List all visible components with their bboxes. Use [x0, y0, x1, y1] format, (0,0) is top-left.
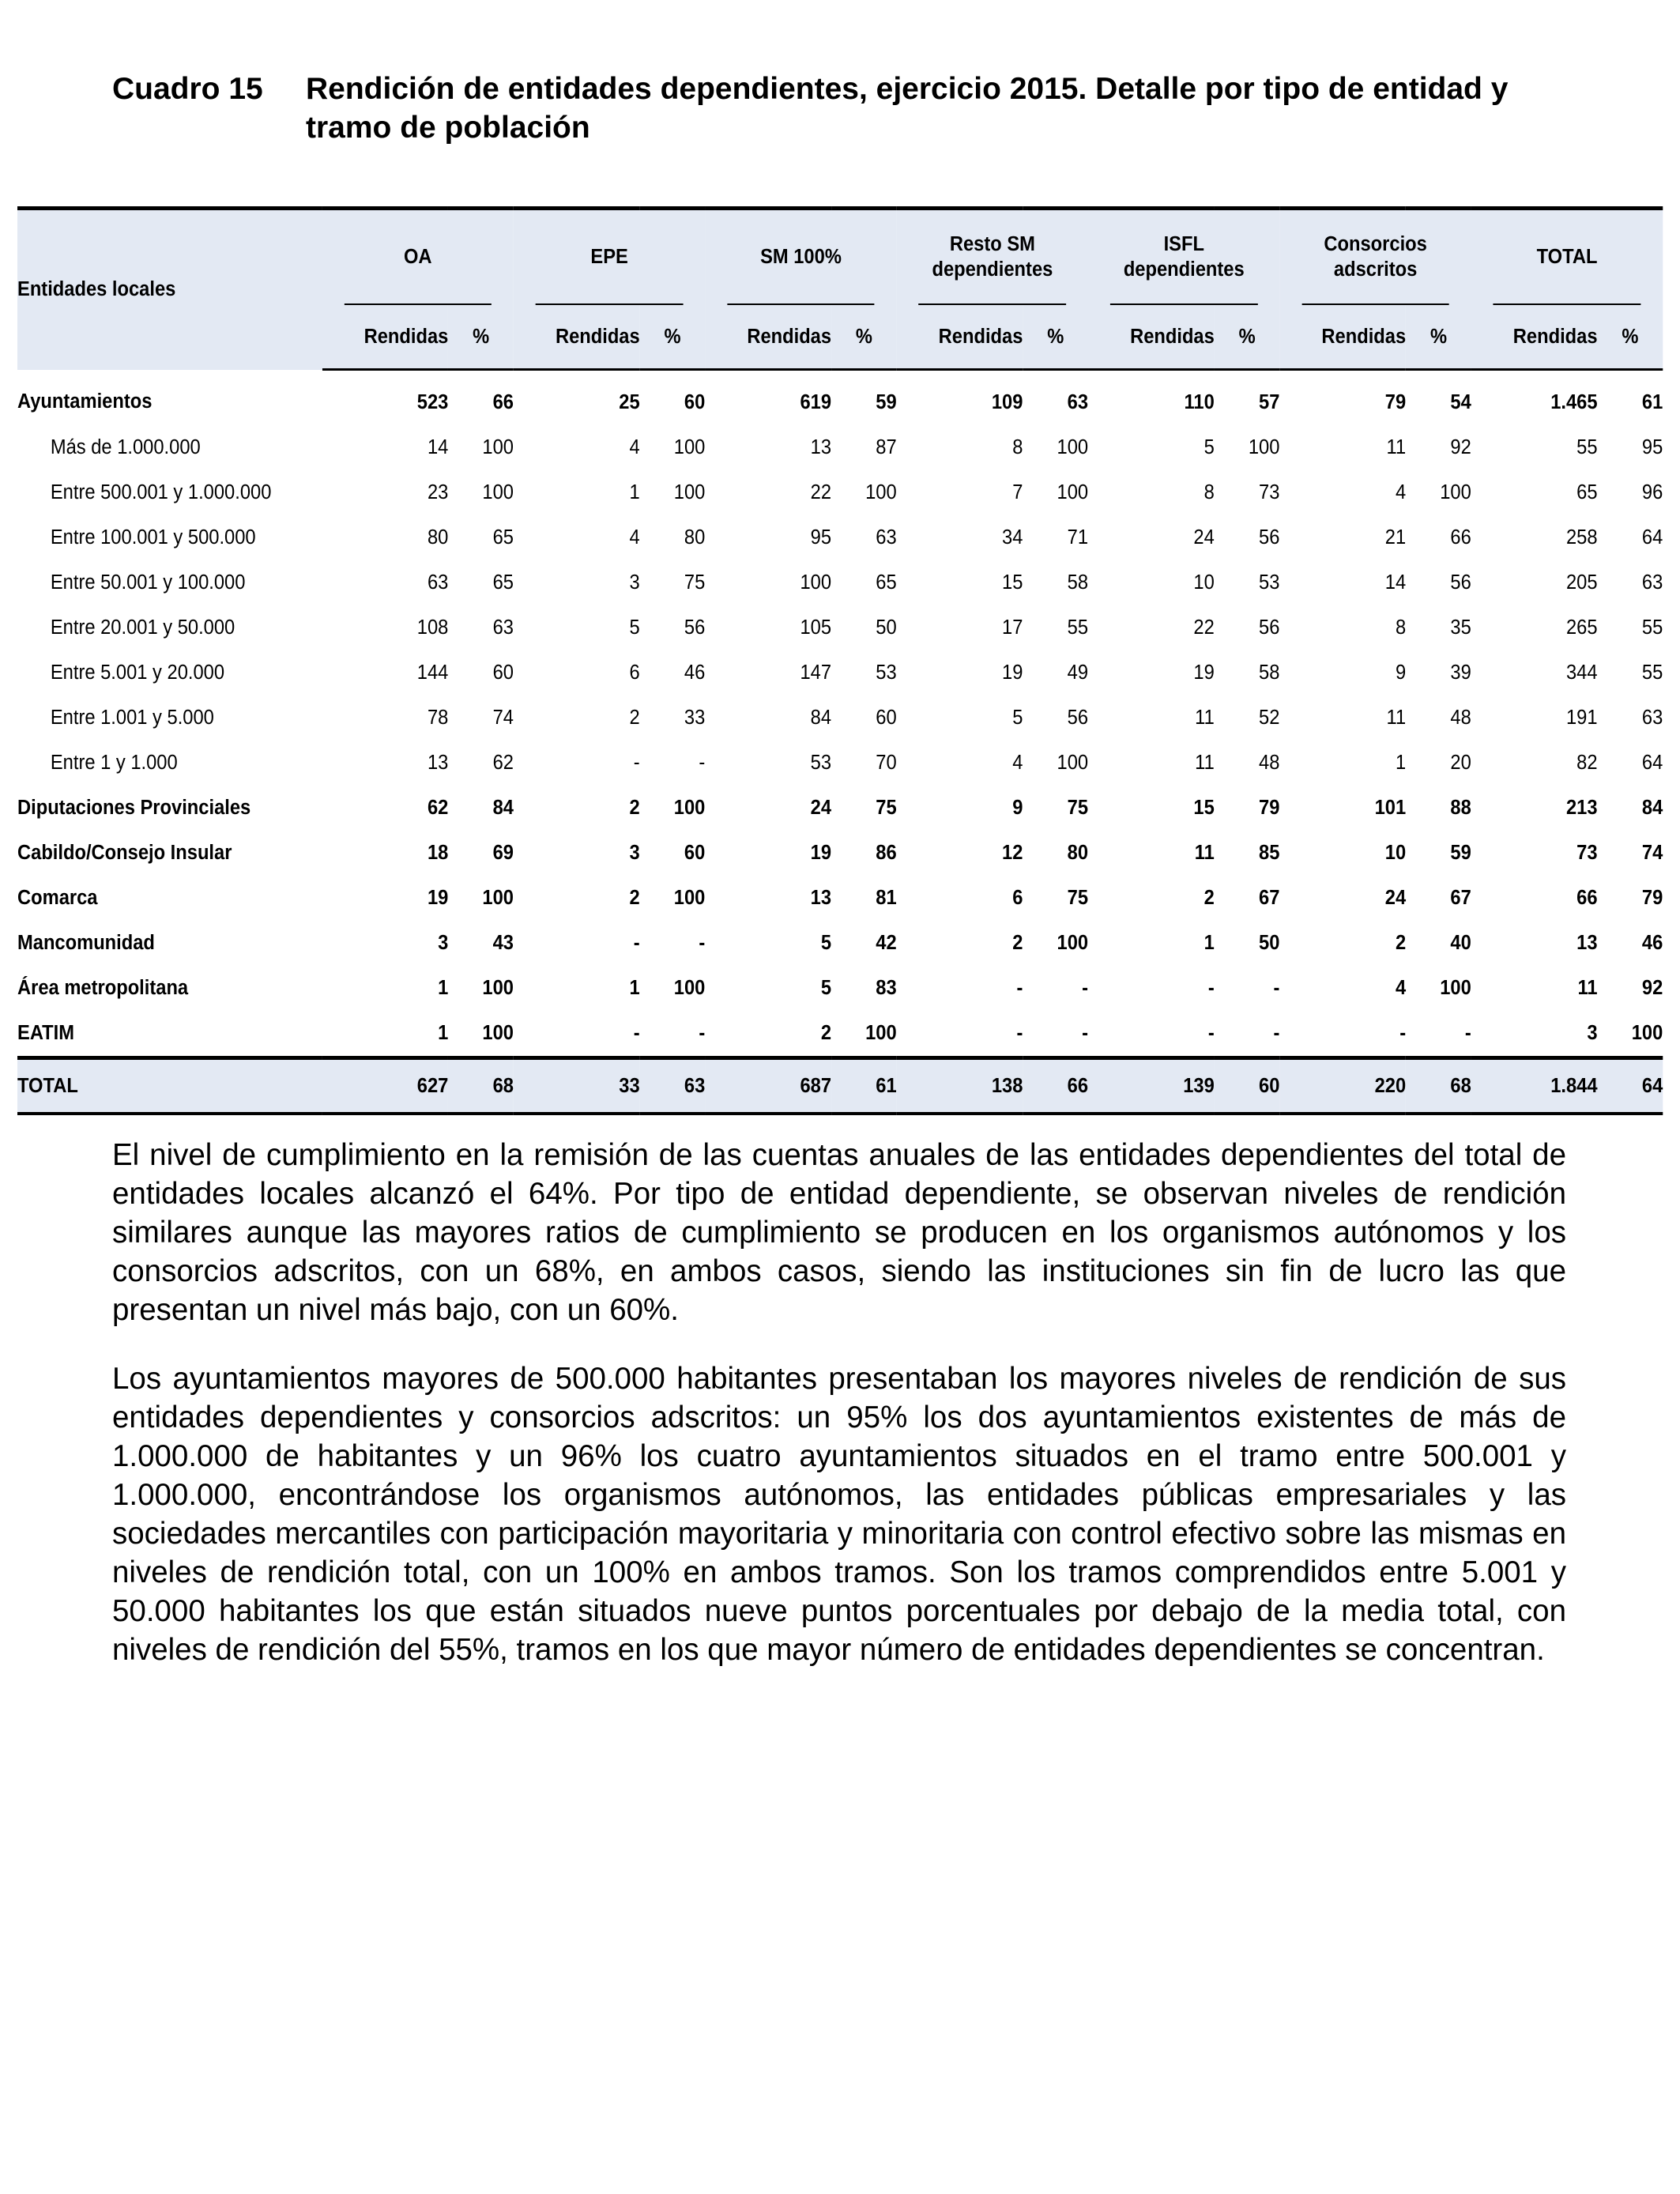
cell-rendidas: 7: [1012, 481, 1023, 503]
group-header: [1279, 209, 1471, 306]
cell-rendidas: 11: [1386, 436, 1407, 458]
table-row: [17, 921, 1663, 966]
group-header: [1088, 209, 1279, 306]
cell-rendidas: 2: [820, 1022, 832, 1044]
cell-percent: 59: [876, 391, 897, 413]
subheader-percent: %: [1406, 305, 1471, 370]
cell-percent: 64: [1641, 526, 1663, 548]
total-rendidas: 138: [897, 1058, 1023, 1114]
total-percent: 60: [1215, 1058, 1280, 1114]
cell-percent: 81: [876, 887, 897, 909]
row-header: Entidades locales: [17, 209, 322, 370]
cell-percent: 63: [492, 616, 514, 639]
total-rendidas: 139: [1088, 1058, 1215, 1114]
cell-percent: 100: [1248, 436, 1280, 458]
caption-number: Cuadro 15: [112, 72, 263, 106]
cell-rendidas: 11: [1386, 707, 1407, 729]
cell-percent: 95: [1641, 436, 1663, 458]
cell-percent: 87: [876, 436, 897, 458]
cell-percent: 55: [1641, 662, 1663, 684]
cell-percent: 84: [492, 797, 514, 819]
cell-percent: 67: [1259, 887, 1280, 909]
cell-rendidas: 191: [1565, 707, 1598, 729]
cell-percent: 86: [876, 842, 897, 864]
cell-rendidas: 6: [629, 662, 640, 684]
cell-percent: 33: [684, 707, 706, 729]
cell-percent: 80: [1067, 842, 1089, 864]
cell-rendidas: 11: [1194, 842, 1215, 864]
row-label: Área metropolitana: [17, 977, 189, 999]
cell-percent: 100: [673, 436, 706, 458]
cell-rendidas: 1: [1395, 752, 1407, 774]
cell-percent: 56: [1067, 707, 1089, 729]
cell-percent: 63: [1067, 391, 1089, 413]
total-rendidas: 33: [514, 1058, 640, 1114]
cell-rendidas: 101: [1374, 797, 1407, 819]
subheader-percent: %: [448, 305, 514, 370]
group-label: OA: [344, 210, 492, 305]
cell-rendidas: 105: [800, 616, 832, 639]
cell-rendidas: 8: [1203, 481, 1215, 503]
table-row: [17, 741, 1663, 786]
cell-rendidas: 523: [416, 391, 449, 413]
cell-percent: 70: [876, 752, 897, 774]
subheader-percent: %: [1023, 305, 1088, 370]
cell-rendidas: 213: [1565, 797, 1598, 819]
cell-percent: -: [1082, 1022, 1089, 1044]
cell-percent: 58: [1067, 571, 1089, 594]
cell-rendidas: 95: [810, 526, 832, 548]
cell-percent: 100: [1057, 932, 1089, 954]
group-label: TOTAL: [1494, 210, 1641, 305]
row-label: Entre 50.001 y 100.000: [50, 571, 246, 594]
table-caption: [112, 70, 1582, 147]
cell-percent: 49: [1067, 662, 1089, 684]
total-row: [17, 1058, 1663, 1114]
cell-rendidas: 1: [629, 481, 640, 503]
cell-rendidas: 2: [629, 707, 640, 729]
subheader-rendidas: Rendidas: [705, 305, 831, 370]
cell-percent: 79: [1641, 887, 1663, 909]
cell-rendidas: 100: [800, 571, 832, 594]
paragraph-2: Los ayuntamientos mayores de 500.000 habitantes presentaban los mayores niveles de rendición de sus entidades dependientes y consorcios adscritos: un 95% los dos ayuntamientos existentes de más de 1.000.000 de habitantes y un 96% los cuatro ayuntamientos situados en el tramo entre 500.001 y 1.000.000, encontrándose los organismos autónomos, las entidades públicas empresariales y las sociedades mercantiles con participación mayoritaria y minoritaria con control efectivo sobre las mismas en niveles de rendición total, con un 100% en ambos tramos. Son los tramos comprendidos entre 5.001 y 50.000 habitantes los que están situados nueve puntos porcentuales por debajo de la media total, con niveles de rendición del 55%, tramos en los que mayor número de entidades dependientes se concentran.: [112, 1362, 1566, 1667]
cell-rendidas: 14: [427, 436, 449, 458]
cell-rendidas: 8: [1395, 616, 1407, 639]
cell-rendidas: 23: [427, 481, 449, 503]
cell-percent: 100: [673, 977, 706, 999]
cell-rendidas: 65: [1576, 481, 1598, 503]
row-label: Cabildo/Consejo Insular: [17, 842, 232, 864]
cell-percent: 56: [684, 616, 706, 639]
cell-percent: 100: [673, 797, 706, 819]
cell-rendidas: 2: [629, 887, 640, 909]
total-percent: 68: [1406, 1058, 1471, 1114]
cell-percent: 53: [1259, 571, 1280, 594]
subheader-rendidas: Rendidas: [514, 305, 640, 370]
cell-percent: 100: [1440, 481, 1471, 503]
cell-percent: 100: [673, 481, 706, 503]
cell-rendidas: 9: [1395, 662, 1407, 684]
subheader-rendidas: Rendidas: [322, 305, 449, 370]
cell-rendidas: 4: [1395, 977, 1407, 999]
cell-percent: 83: [876, 977, 897, 999]
cell-rendidas: 4: [629, 436, 640, 458]
cell-rendidas: 13: [1576, 932, 1598, 954]
cell-percent: 75: [684, 571, 706, 594]
cell-rendidas: 53: [810, 752, 832, 774]
cell-rendidas: 80: [427, 526, 449, 548]
cell-percent: 96: [1641, 481, 1663, 503]
cell-rendidas: 24: [1384, 887, 1407, 909]
cell-percent: 60: [684, 391, 706, 413]
table-row: [17, 515, 1663, 560]
total-percent: 63: [640, 1058, 706, 1114]
cell-rendidas: 63: [427, 571, 449, 594]
cell-rendidas: -: [1399, 1022, 1407, 1044]
cell-percent: 100: [482, 887, 514, 909]
cell-percent: 50: [876, 616, 897, 639]
cell-percent: 69: [492, 842, 514, 864]
cell-percent: 100: [1631, 1022, 1663, 1044]
cell-percent: 75: [1067, 797, 1089, 819]
cell-percent: 65: [492, 526, 514, 548]
cell-rendidas: 5: [629, 616, 640, 639]
cell-rendidas: 34: [1002, 526, 1023, 548]
cell-percent: -: [1464, 1022, 1471, 1044]
cell-percent: 58: [1259, 662, 1280, 684]
cell-percent: 66: [1450, 526, 1471, 548]
cell-percent: 20: [1450, 752, 1471, 774]
cell-rendidas: 1: [438, 977, 449, 999]
cell-percent: 66: [492, 391, 514, 413]
cell-percent: 100: [865, 1022, 897, 1044]
row-label: Diputaciones Provinciales: [17, 797, 251, 819]
cell-rendidas: 1: [438, 1022, 449, 1044]
table-row: [17, 370, 1663, 426]
cell-percent: 39: [1450, 662, 1471, 684]
cell-rendidas: -: [633, 932, 640, 954]
row-label: Entre 1.001 y 5.000: [50, 707, 214, 729]
cell-percent: 80: [684, 526, 706, 548]
cell-percent: 60: [492, 662, 514, 684]
cell-rendidas: 13: [810, 887, 832, 909]
cell-percent: 53: [876, 662, 897, 684]
table-row: [17, 470, 1663, 515]
total-rendidas: 1.844: [1471, 1058, 1598, 1114]
cell-rendidas: 619: [800, 391, 832, 413]
cell-rendidas: 205: [1565, 571, 1598, 594]
cell-rendidas: 344: [1565, 662, 1598, 684]
cell-percent: 60: [876, 707, 897, 729]
table-row: [17, 786, 1663, 831]
total-rendidas: 687: [705, 1058, 831, 1114]
cell-percent: 100: [482, 977, 514, 999]
cell-percent: 46: [1641, 932, 1663, 954]
cell-rendidas: 4: [1012, 752, 1023, 774]
cell-percent: 79: [1259, 797, 1280, 819]
cell-percent: 74: [492, 707, 514, 729]
cell-percent: 71: [1067, 526, 1089, 548]
row-label: Ayuntamientos: [17, 390, 153, 413]
cell-percent: 100: [482, 1022, 514, 1044]
cell-percent: 67: [1450, 887, 1471, 909]
table-row: [17, 650, 1663, 696]
cell-percent: 65: [876, 571, 897, 594]
cell-percent: -: [699, 752, 706, 774]
cell-rendidas: 1: [1203, 932, 1215, 954]
group-label: Resto SM dependientes: [919, 210, 1067, 305]
cell-percent: 100: [1440, 977, 1471, 999]
cell-percent: -: [1273, 977, 1280, 999]
row-label: Entre 100.001 y 500.000: [50, 526, 256, 548]
group-label: ISFL dependientes: [1110, 210, 1258, 305]
subheader-percent: %: [831, 305, 897, 370]
row-label: Mancomunidad: [17, 932, 155, 954]
cell-rendidas: 21: [1384, 526, 1407, 548]
cell-percent: 73: [1259, 481, 1280, 503]
row-label: Entre 500.001 y 1.000.000: [50, 481, 272, 503]
row-label: Comarca: [17, 887, 98, 909]
cell-percent: 50: [1259, 932, 1280, 954]
cell-rendidas: 19: [1193, 662, 1215, 684]
cell-percent: 64: [1641, 752, 1663, 774]
cell-percent: 63: [876, 526, 897, 548]
cell-percent: 92: [1641, 977, 1663, 999]
cell-rendidas: 22: [810, 481, 832, 503]
cell-rendidas: 258: [1565, 526, 1598, 548]
cell-percent: 56: [1450, 571, 1471, 594]
cell-rendidas: 1.465: [1550, 391, 1598, 413]
cell-percent: 42: [876, 932, 897, 954]
cell-rendidas: 66: [1576, 887, 1598, 909]
cell-rendidas: -: [633, 752, 640, 774]
total-rendidas: 627: [322, 1058, 449, 1114]
cell-rendidas: 144: [416, 662, 449, 684]
table-row: [17, 605, 1663, 650]
cell-percent: 100: [482, 481, 514, 503]
subheader-rendidas: Rendidas: [897, 305, 1023, 370]
cell-rendidas: -: [1207, 1022, 1215, 1044]
total-percent: 61: [831, 1058, 897, 1114]
cell-percent: 61: [1641, 391, 1663, 413]
cell-percent: 100: [1057, 436, 1089, 458]
cell-rendidas: -: [1207, 977, 1215, 999]
cell-rendidas: 15: [1002, 571, 1023, 594]
cell-rendidas: 1: [629, 977, 640, 999]
table-row: [17, 425, 1663, 470]
cell-percent: 52: [1259, 707, 1280, 729]
cell-percent: 56: [1259, 616, 1280, 639]
table-row: [17, 876, 1663, 921]
subheader-percent: %: [640, 305, 706, 370]
cell-rendidas: 55: [1576, 436, 1598, 458]
cell-percent: 54: [1450, 391, 1471, 413]
cell-rendidas: 5: [820, 932, 832, 954]
cell-rendidas: -: [1016, 977, 1023, 999]
caption-title: Rendición de entidades dependientes, ejercicio 2015. Detalle por tipo de entidad y tramo de población: [306, 72, 1509, 145]
cell-rendidas: 109: [991, 391, 1023, 413]
cell-percent: 75: [876, 797, 897, 819]
cell-percent: 46: [684, 662, 706, 684]
cell-percent: 35: [1450, 616, 1471, 639]
cell-rendidas: 19: [427, 887, 449, 909]
cell-rendidas: 19: [810, 842, 832, 864]
cell-percent: 100: [673, 887, 706, 909]
cell-rendidas: 12: [1002, 842, 1023, 864]
cell-rendidas: 4: [629, 526, 640, 548]
cell-percent: 100: [1057, 752, 1089, 774]
table-row: [17, 966, 1663, 1011]
group-header: [705, 209, 896, 306]
cell-percent: 100: [482, 436, 514, 458]
cell-rendidas: -: [1016, 1022, 1023, 1044]
cell-rendidas: 4: [1395, 481, 1407, 503]
cell-rendidas: 2: [1395, 932, 1407, 954]
table-row: [17, 696, 1663, 741]
cell-rendidas: 79: [1384, 391, 1407, 413]
cell-percent: -: [1273, 1022, 1280, 1044]
cell-rendidas: 5: [1203, 436, 1215, 458]
cell-rendidas: 17: [1002, 616, 1023, 639]
cell-rendidas: 5: [820, 977, 832, 999]
cell-rendidas: -: [633, 1022, 640, 1044]
cell-percent: 100: [865, 481, 897, 503]
cell-percent: 65: [492, 571, 514, 594]
total-percent: 66: [1023, 1058, 1088, 1114]
cell-rendidas: 9: [1012, 797, 1023, 819]
cell-rendidas: 22: [1193, 616, 1215, 639]
subheader-rendidas: Rendidas: [1279, 305, 1406, 370]
cell-percent: 62: [492, 752, 514, 774]
cell-rendidas: 8: [1012, 436, 1023, 458]
group-header: [897, 209, 1088, 306]
cell-percent: 56: [1259, 526, 1280, 548]
subheader-rendidas: Rendidas: [1471, 305, 1598, 370]
cell-percent: 74: [1641, 842, 1663, 864]
cell-rendidas: 10: [1384, 842, 1407, 864]
group-label: Consorcios adscritos: [1301, 210, 1449, 305]
cell-rendidas: 3: [629, 842, 640, 864]
row-label: Entre 20.001 y 50.000: [50, 616, 235, 639]
total-percent: 68: [448, 1058, 514, 1114]
group-label: SM 100%: [727, 210, 875, 305]
cell-rendidas: 13: [810, 436, 832, 458]
cell-rendidas: 3: [629, 571, 640, 594]
subheader-percent: %: [1598, 305, 1663, 370]
cell-percent: 48: [1259, 752, 1280, 774]
row-label: Entre 1 y 1.000: [50, 752, 178, 774]
cell-percent: 40: [1450, 932, 1471, 954]
cell-rendidas: 108: [416, 616, 449, 639]
cell-percent: 55: [1641, 616, 1663, 639]
row-label: Entre 5.001 y 20.000: [50, 662, 225, 684]
total-label: TOTAL: [17, 1058, 322, 1114]
cell-percent: 60: [684, 842, 706, 864]
cell-percent: 85: [1259, 842, 1280, 864]
total-rendidas: 220: [1279, 1058, 1406, 1114]
group-label: EPE: [536, 210, 684, 305]
cell-percent: -: [1082, 977, 1089, 999]
cell-rendidas: 73: [1576, 842, 1598, 864]
group-header: [514, 209, 705, 306]
cell-rendidas: 62: [427, 797, 449, 819]
table-row: [17, 831, 1663, 876]
cell-rendidas: 3: [1587, 1022, 1598, 1044]
cell-rendidas: 19: [1002, 662, 1023, 684]
cell-rendidas: 13: [427, 752, 449, 774]
cell-percent: 48: [1450, 707, 1471, 729]
cell-rendidas: 265: [1565, 616, 1598, 639]
cell-rendidas: 5: [1012, 707, 1023, 729]
cell-rendidas: 15: [1193, 797, 1215, 819]
cell-percent: -: [699, 1022, 706, 1044]
rendicion-table: [17, 206, 1663, 1115]
cell-percent: 92: [1450, 436, 1471, 458]
cell-percent: -: [699, 932, 706, 954]
cell-percent: 57: [1259, 391, 1280, 413]
group-header: [1471, 209, 1663, 306]
cell-percent: 55: [1067, 616, 1089, 639]
cell-percent: 88: [1450, 797, 1471, 819]
cell-rendidas: 147: [800, 662, 832, 684]
cell-rendidas: 3: [438, 932, 449, 954]
row-label: Más de 1.000.000: [50, 436, 201, 458]
cell-rendidas: 2: [629, 797, 640, 819]
total-percent: 64: [1598, 1058, 1663, 1114]
subheader-percent: %: [1215, 305, 1280, 370]
row-label: EATIM: [17, 1022, 75, 1044]
cell-rendidas: 11: [1195, 752, 1215, 774]
cell-percent: 100: [1057, 481, 1089, 503]
cell-rendidas: 84: [810, 707, 832, 729]
cell-rendidas: 2: [1203, 887, 1215, 909]
table-row: [17, 560, 1663, 605]
subheader-rendidas: Rendidas: [1088, 305, 1215, 370]
cell-percent: 59: [1450, 842, 1471, 864]
cell-percent: 63: [1641, 707, 1663, 729]
group-header: [322, 209, 514, 306]
cell-rendidas: 82: [1576, 752, 1598, 774]
cell-rendidas: 10: [1193, 571, 1215, 594]
table-row: [17, 1011, 1663, 1058]
cell-rendidas: 110: [1184, 391, 1215, 413]
cell-rendidas: 78: [427, 707, 449, 729]
cell-rendidas: 25: [619, 391, 640, 413]
cell-percent: 43: [492, 932, 514, 954]
cell-percent: 75: [1067, 887, 1089, 909]
paragraph-1: El nivel de cumplimiento en la remisión de las cuentas anuales de las entidades dependientes del total de entidades locales alcanzó el 64%. Por tipo de entidad dependiente, se observan niveles de rendición similares aunque las mayores ratios de cumplimiento se producen en los organismos autónomos y los consorcios adscritos, con un 68%, en ambos casos, siendo las instituciones sin fin de lucro las que presentan un nivel más bajo, con un 60%.: [112, 1138, 1566, 1327]
cell-rendidas: 11: [1195, 707, 1215, 729]
cell-rendidas: 24: [1193, 526, 1215, 548]
cell-rendidas: 24: [810, 797, 832, 819]
cell-rendidas: 14: [1384, 571, 1407, 594]
cell-rendidas: 6: [1012, 887, 1023, 909]
cell-rendidas: 18: [427, 842, 449, 864]
cell-rendidas: 11: [1577, 977, 1598, 999]
cell-percent: 84: [1641, 797, 1663, 819]
cell-percent: 63: [1641, 571, 1663, 594]
cell-rendidas: 2: [1012, 932, 1023, 954]
